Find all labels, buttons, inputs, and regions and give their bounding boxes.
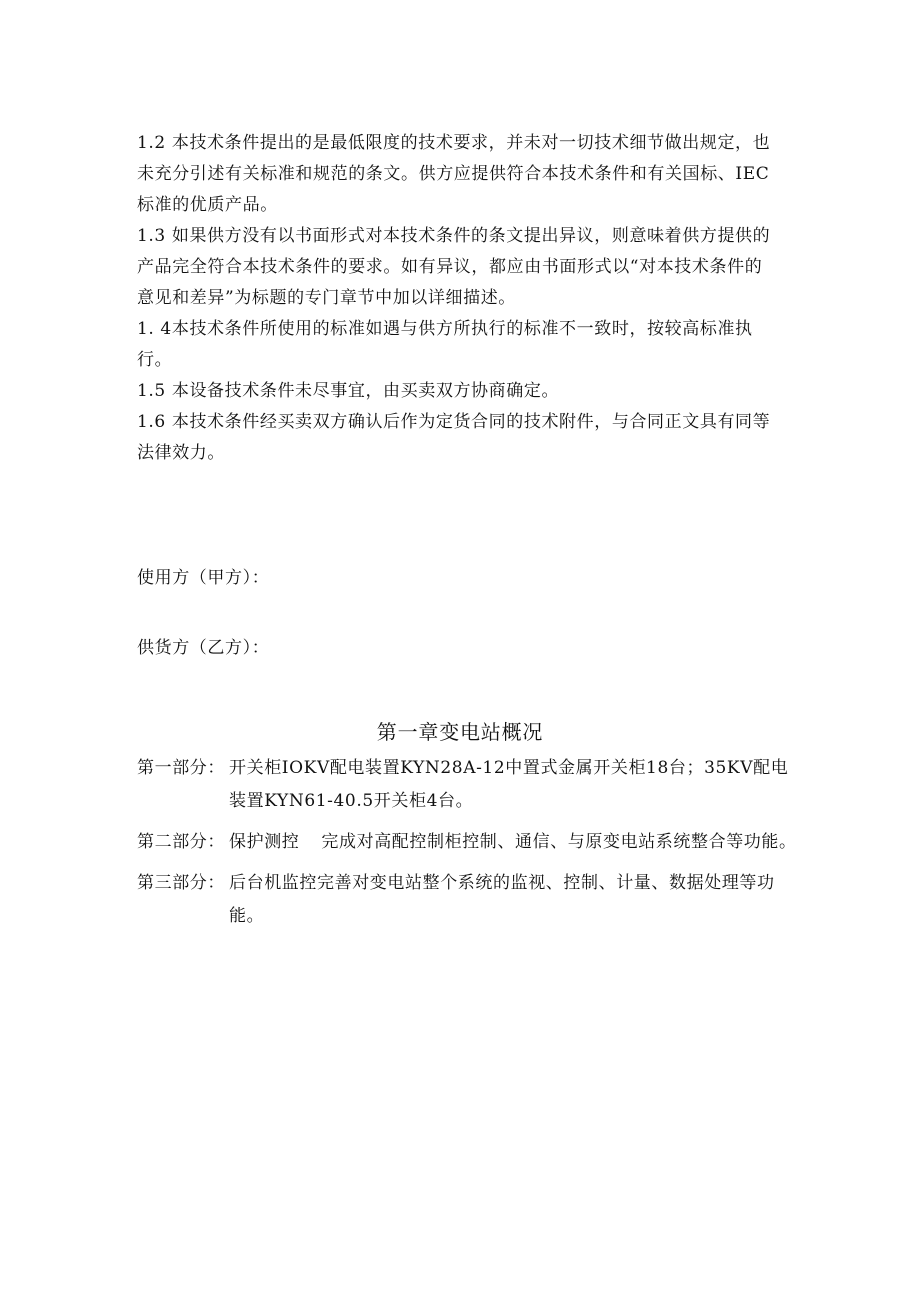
part-three-text: 后台机监控完善对变电站整个系统的监视、控制、计量、数据处理等功能。 — [229, 873, 775, 926]
part-two-text-wrap — [229, 826, 797, 859]
party-b-signature-line: 供货方（乙方）： — [137, 638, 270, 658]
part-three — [137, 867, 797, 933]
part-one — [137, 752, 797, 818]
part-three-label: 第三部分： — [137, 873, 225, 893]
technical-clauses — [137, 128, 777, 469]
part-one-text: 开关柜IOKV配电装置KYN28A-12中置式金属开关柜18台；35KV配电装置KYN61-40.5开关柜4台。 — [229, 758, 789, 811]
clause-1-3: 1.3 如果供方没有以书面形式对本技术条件的条文提出异议，则意味着供方提供的产品完全符合本技术条件的要求。如有异议，都应由书面形式以“对本技术条件的意见和差异”为标题的专门章节中加以详细描述。 — [137, 226, 771, 308]
part-two-text-a: 保护测控 — [229, 832, 300, 852]
party-a-signature-line: 使用方（甲方）： — [137, 568, 270, 588]
part-two-text-b: 完成对高配控制柜控制、通信、与原变电站系统整合等功能。 — [321, 832, 797, 852]
clause-1-2: 1.2 本技术条件提出的是最低限度的技术要求，并未对一切技术细节做出规定，也未充分引述有关标准和规范的条文。供方应提供符合本技术条件和有关国标、IEC标准的优质产品。 — [137, 133, 771, 215]
clause-1-4: 1. 4本技术条件所使用的标准如遇与供方所执行的标准不一致时，按较高标准执行。 — [137, 319, 753, 370]
clause-1-5: 1.5 本设备技术条件未尽事宜，由买卖双方协商确定。 — [137, 381, 560, 401]
clause-1-6: 1.6 本技术条件经买卖双方确认后作为定货合同的技术附件，与合同正文具有同等法律效力。 — [137, 412, 771, 463]
chapter-parts — [137, 752, 797, 941]
part-two-label: 第二部分： — [137, 832, 225, 852]
part-one-label: 第一部分： — [137, 758, 225, 778]
part-two — [137, 826, 797, 859]
chapter-title: 第一章变电站概况 — [376, 720, 544, 744]
